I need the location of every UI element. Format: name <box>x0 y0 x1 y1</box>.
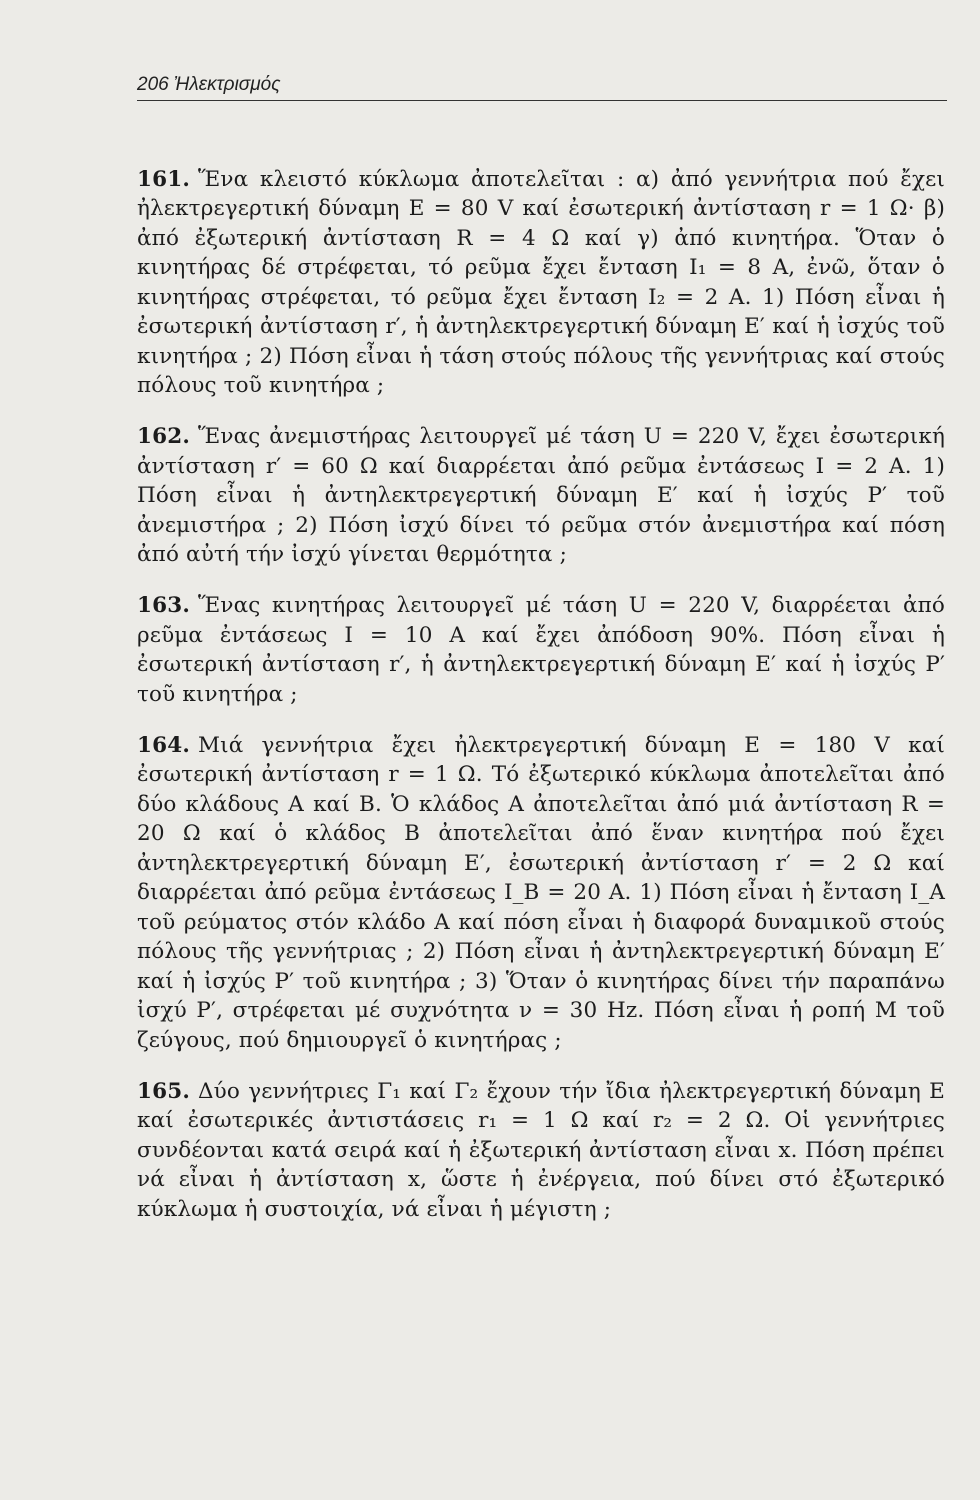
problem-161 <box>137 165 945 401</box>
problem-list <box>137 143 945 1239</box>
problem-text: Ἕνα κλειστό κύκλωμα ἀποτελεῖται : α) ἀπό γεννήτρια πού ἔχει ἠλεκτρεγερτική δύναμη E = 80 V καί ἐσωτερική ἀντίσταση r = 1 Ω· β) ἀπό ἐξωτερική ἀντίσταση R = 4 Ω καί γ) ἀπό κινητήρα. Ὅταν ὁ κινητήρας δέ στρέφεται, τό ρεῦμα ἔχει ἔνταση I₁ = 8 A, ἐνῶ, ὅταν ὁ κινητήρας στρέφεται, τό ρεῦμα ἔχει ἔνταση I₂ = 2 A. 1) Πόση εἶναι ἡ ἐσωτερική ἀντίσταση r′, ἡ ἀντηλεκτρεγερτική δύναμη E′ καί ἡ ἰσχύς τοῦ κινητήρα ; 2) Πόση εἶναι ἡ τάση στούς πόλους τῆς γεννήτριας καί στούς πόλους τοῦ κινητήρα ; <box>137 166 945 398</box>
problem-number: 165. <box>137 1078 190 1104</box>
problem-text: Μιά γεννήτρια ἔχει ἠλεκτρεγερτική δύναμη E = 180 V καί ἐσωτερική ἀντίσταση r = 1 Ω. Τό ἐξωτερικό κύκλωμα ἀποτελεῖται ἀπό δύο κλάδους A καί B. Ὁ κλάδος A ἀποτελεῖται ἀπό μιά ἀντίσταση R = 20 Ω καί ὁ κλάδος B ἀποτελεῖται ἀπό ἕναν κινητήρα πού ἔχει ἀντηλεκτρεγερτική δύναμη E′, ἐσωτερική ἀντίσταση r′ = 2 Ω καί διαρρέεται ἀπό ρεῦμα ἐντάσεως I_B = 20 A. 1) Πόση εἶναι ἡ ἔνταση I_A τοῦ ρεύματος στόν κλάδο A καί πόση εἶναι ἡ διαφορά δυναμικοῦ στούς πόλους τῆς γεννήτριας ; 2) Πόση εἶναι ἡ ἀντηλεκτρεγερτική δύναμη E′ καί ἡ ἰσχύς P′ τοῦ κινητήρα ; 3) Ὅταν ὁ κινητήρας δίνει τήν παραπάνω ἰσχύ P′, στρέφεται μέ συχνότητα ν = 30 Hz. Πόση εἶναι ἡ ροπή M τοῦ ζεύγους, πού δημιουργεῖ ὁ κινητήρας ; <box>137 732 945 1053</box>
problem-text: Δύο γεννήτριες Γ₁ καί Γ₂ ἔχουν τήν ἴδια ἠλεκτρεγερτική δύναμη E καί ἐσωτερικές ἀντιστάσεις r₁ = 1 Ω καί r₂ = 2 Ω. Οἱ γεννήτριες συνδέονται κατά σειρά καί ἡ ἐξωτερική ἀντίσταση εἶναι x. Πόση πρέπει νά εἶναι ἡ ἀντίσταση x, ὥστε ἡ ἐνέργεια, πού δίνει στό ἐξωτερικό κύκλωμα ἡ συστοιχία, νά εἶναι ἡ μέγιστη ; <box>137 1078 945 1222</box>
problem-number: 164. <box>137 732 190 758</box>
problem-163 <box>137 591 945 709</box>
problem-number: 163. <box>137 593 190 618</box>
problem-text: Ἕνας κινητήρας λειτουργεῖ μέ τάση U = 220 V, διαρρέεται ἀπό ρεῦμα ἐντάσεως I = 10 A καί ἔχει ἀπόδοση 90%. Πόση εἶναι ἡ ἐσωτερική ἀντίσταση r′, ἡ ἀντηλεκτρεγερτική δύναμη E′ καί ἡ ἰσχύς P′ τοῦ κινητήρα ; <box>137 593 945 707</box>
section-title: Ἠλεκτρισμός <box>173 74 281 95</box>
problem-164 <box>137 731 945 1056</box>
problem-text: Ἕνας ἀνεμιστήρας λειτουργεῖ μέ τάση U = 220 V, ἔχει ἐσωτερική ἀντίσταση r′ = 60 Ω καί διαρρέεται ἀπό ρεῦμα ἐντάσεως I = 2 A. 1) Πόση εἶναι ἡ ἀντηλεκτρεγερτική δύναμη E′ καί ἡ ἰσχύς P′ τοῦ ἀνεμιστήρα ; 2) Πόση ἰσχύ δίνει τό ρεῦμα στόν ἀνεμιστήρα καί πόση ἀπό αὐτή τήν ἰσχύ γίνεται θερμότητα ; <box>137 424 945 567</box>
page-header <box>137 74 947 101</box>
problem-162 <box>137 422 945 570</box>
problem-number: 162. <box>137 424 190 449</box>
problem-number: 161. <box>137 166 190 192</box>
page-number: 206 <box>137 74 169 95</box>
problem-165 <box>137 1077 945 1225</box>
